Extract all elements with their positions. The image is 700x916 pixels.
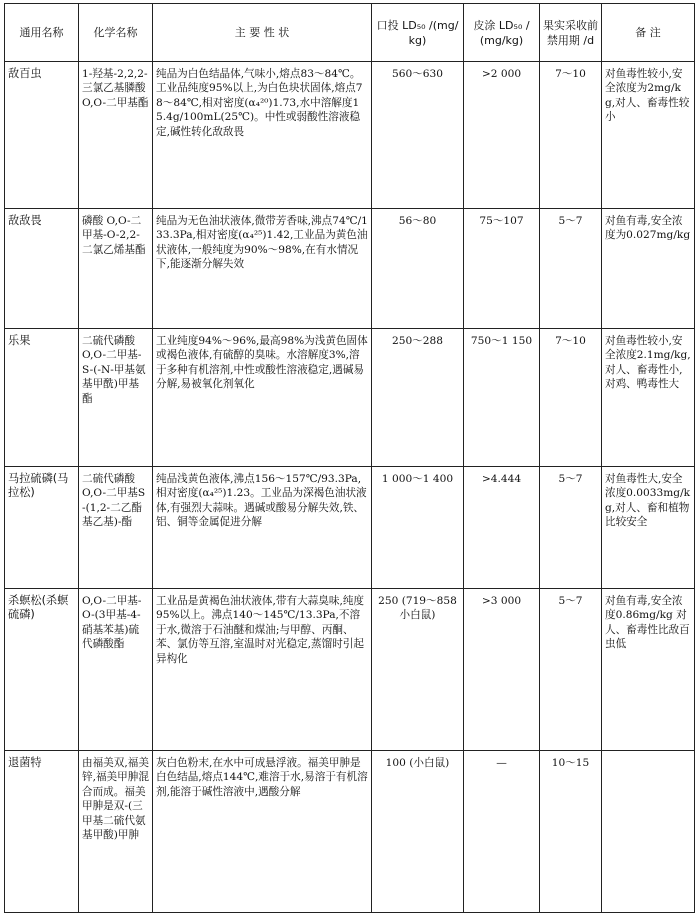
cell-remarks: 对鱼毒性大,安全浓度0.0033mg/kg,对人、畜和植物比较安全 — [602, 467, 695, 589]
cell-oral-ld50: 100 (小白鼠) — [372, 751, 464, 913]
cell-oral-ld50: 1 000～1 400 — [372, 467, 464, 589]
cell-common-name: 退菌特 — [5, 751, 79, 913]
cell-harvest-interval: 7～10 — [540, 62, 602, 209]
cell-harvest-interval: 5～7 — [540, 589, 602, 751]
table-row — [5, 62, 695, 209]
header-dermal-ld50: 皮涂 LD₅₀ /(mg/kg) — [464, 4, 540, 62]
header-chemical-name: 化学名称 — [79, 4, 153, 62]
cell-properties: 纯品为白色结晶体,气味小,熔点83～84℃。工业品纯度95%以上,为白色块状固体,熔点78～84℃,相对密度(α₄²⁰)1.73,水中溶解度15.4g/100mL(25℃)。中性或弱酸性溶液稳定,碱性转化敌敌畏 — [153, 62, 372, 209]
table-row — [5, 467, 695, 589]
cell-chemical-name: 磷酸 O,O-二甲基-O-2,2-二氯乙烯基酯 — [79, 209, 153, 329]
table-row — [5, 209, 695, 329]
header-remarks: 备 注 — [602, 4, 695, 62]
cell-harvest-interval: 10～15 — [540, 751, 602, 913]
cell-chemical-name: 由福美双,福美锌,福美甲胂混合而成。福美甲胂是双-(三甲基二硫代氨基甲酸)甲胂 — [79, 751, 153, 913]
cell-dermal-ld50: — — [464, 751, 540, 913]
cell-dermal-ld50: 750～1 150 — [464, 329, 540, 467]
cell-properties: 工业纯度94%～96%,最高98%为浅黄色固体或褐色液体,有硫醇的臭味。水溶解度3%,溶于多种有机溶剂,中性或酸性溶液稳定,遇碱易分解,易被氧化剂氧化 — [153, 329, 372, 467]
cell-chemical-name: 1-羟基-2,2,2-三氯乙基膦酸 O,O-二甲基酯 — [79, 62, 153, 209]
table-row — [5, 751, 695, 913]
cell-common-name: 杀螟松(杀螟硫磷) — [5, 589, 79, 751]
cell-oral-ld50: 560～630 — [372, 62, 464, 209]
cell-remarks: 对鱼有毒,安全浓度0.86mg/kg 对人、畜毒性比敌百虫低 — [602, 589, 695, 751]
cell-properties: 纯品为无色油状液体,微带芳香味,沸点74℃/133.3Pa,相对密度(α₄²⁵)1.42,工业品为黄色油状液体,一般纯度为90%～98%,在有水情况下,能逐渐分解失效 — [153, 209, 372, 329]
cell-dermal-ld50: >2 000 — [464, 62, 540, 209]
pesticide-table — [4, 3, 695, 913]
cell-properties: 工业品是黄褐色油状液体,带有大蒜臭味,纯度95%以上。沸点140～145℃/13.3Pa,不溶于水,微溶于石油醚和煤油;与甲醇、丙酮、苯、氯仿等互溶,室温时对光稳定,蒸馏时引起异构化 — [153, 589, 372, 751]
cell-harvest-interval: 5～7 — [540, 467, 602, 589]
header-harvest-interval: 果实采收前禁用期 /d — [540, 4, 602, 62]
cell-dermal-ld50: >4.444 — [464, 467, 540, 589]
cell-oral-ld50: 250～288 — [372, 329, 464, 467]
header-properties: 主 要 性 状 — [153, 4, 372, 62]
cell-common-name: 敌百虫 — [5, 62, 79, 209]
cell-dermal-ld50: 75～107 — [464, 209, 540, 329]
table-row — [5, 589, 695, 751]
cell-common-name: 乐果 — [5, 329, 79, 467]
cell-dermal-ld50: >3 000 — [464, 589, 540, 751]
cell-common-name: 敌敌畏 — [5, 209, 79, 329]
header-common-name: 通用名称 — [5, 4, 79, 62]
cell-remarks: 对鱼有毒,安全浓度为0.027mg/kg — [602, 209, 695, 329]
header-oral-ld50: 口投 LD₅₀ /(mg/kg) — [372, 4, 464, 62]
cell-chemical-name: O,O-二甲基-O-(3甲基-4-硝基苯基)硫代磷酸酯 — [79, 589, 153, 751]
cell-harvest-interval: 5～7 — [540, 209, 602, 329]
cell-remarks: 对鱼毒性较小,安全浓度2.1mg/kg,对人、畜毒性小,对鸡、鸭毒性大 — [602, 329, 695, 467]
cell-properties: 纯品浅黄色液体,沸点156～157℃/93.3Pa,相对密度(α₄²⁵)1.23。工业品为深褐色油状液体,有强烈大蒜味。遇碱或酸易分解失效,铁、铝、铜等金属促进分解 — [153, 467, 372, 589]
cell-chemical-name: 二硫代磷酸 O,O-二甲基S-(1,2-二乙酯基乙基)-酯 — [79, 467, 153, 589]
cell-harvest-interval: 7～10 — [540, 329, 602, 467]
cell-properties: 灰白色粉末,在水中可成悬浮液。福美甲胂是白色结晶,熔点144℃,难溶于水,易溶于有机溶剂,能溶于碱性溶液中,遇酸分解 — [153, 751, 372, 913]
cell-chemical-name: 二硫代磷酸 O,O-二甲基-S-(-N-甲基氨基甲酰)甲基酯 — [79, 329, 153, 467]
table-row — [5, 329, 695, 467]
cell-common-name: 马拉硫磷(马拉松) — [5, 467, 79, 589]
header-row — [5, 4, 695, 62]
cell-oral-ld50: 250 (719～858 小白鼠) — [372, 589, 464, 751]
cell-oral-ld50: 56～80 — [372, 209, 464, 329]
cell-remarks — [602, 751, 695, 913]
cell-remarks: 对鱼毒性较小,安全浓度为2mg/kg,对人、畜毒性较小 — [602, 62, 695, 209]
